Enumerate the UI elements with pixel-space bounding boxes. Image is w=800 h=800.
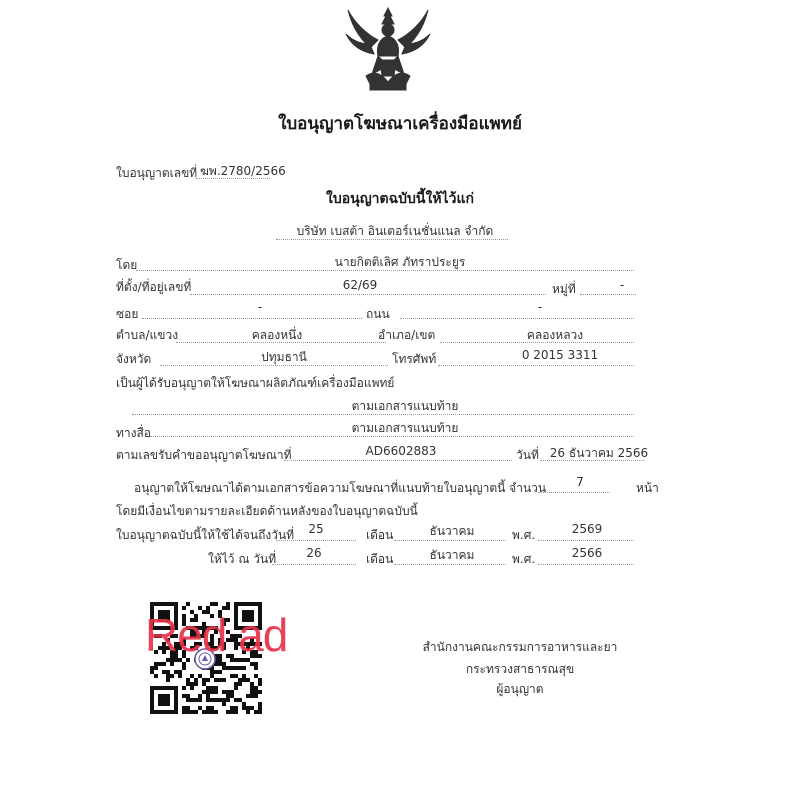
province-label: จังหวัด [116, 352, 152, 366]
request-value: AD6602883 [365, 444, 437, 458]
grant-text: เป็นผู้ได้รับอนุญาตให้โฆษณาผลิตภัณฑ์เครื่องมือแพทย์ [116, 376, 395, 390]
moo-value: - [619, 278, 625, 292]
by-value: นายกิตติเลิศ ภัทราประยูร [334, 255, 466, 269]
by-label: โดย [116, 258, 138, 272]
valid-year: 2569 [571, 522, 603, 536]
permit-number-line [196, 178, 270, 179]
document-title: ใบอนุญาตโฆษณาเครื่องมือแพทย์ [278, 114, 522, 134]
media-label: ทางสื่อ [116, 426, 152, 440]
red-ad-watermark: Red ad [145, 609, 288, 661]
allow-text: อนุญาตให้โฆษณาได้ตามเอกสารข้อความโฆษณาที่แนบท้ายใบอนุญาตนี้ จำนวน [134, 481, 547, 495]
issued-year: 2566 [571, 546, 603, 560]
district-value: คลองหลวง [526, 328, 584, 342]
subdistrict-label: ตำบล/แขวง [116, 328, 179, 342]
product-value: ตามเอกสารแนบท้าย [351, 399, 459, 413]
permit-number-value: ฆพ.2780/2566 [200, 164, 286, 178]
media-value: ตามเอกสารแนบท้าย [351, 421, 459, 435]
valid-month: ธันวาคม [429, 524, 475, 538]
address-line [190, 294, 546, 295]
moo-line [580, 294, 636, 295]
issued-year-line [538, 564, 634, 565]
road-line [400, 318, 634, 319]
product-line [132, 414, 634, 415]
document-subtitle: ใบอนุญาตฉบับนี้ให้ไว้แก่ [326, 191, 474, 207]
date-line [540, 460, 644, 461]
valid-day: 25 [308, 522, 324, 536]
valid-year-line [538, 540, 634, 541]
district-line [440, 342, 634, 343]
phone-label: โทรศัพท์ [392, 352, 437, 366]
issued-month: ธันวาคม [429, 548, 475, 562]
province-line [160, 365, 388, 366]
count-value: 7 [576, 475, 584, 489]
moo-label: หมู่ที่ [552, 282, 576, 296]
subdistrict-value: คลองหนึ่ง [251, 328, 303, 342]
address-label: ที่ตั้ง/ที่อยู่เลขที่ [116, 280, 192, 294]
road-value: - [537, 300, 543, 314]
count-line [538, 492, 610, 493]
issued-month-label: เดือน [366, 552, 394, 566]
phone-line [438, 365, 634, 366]
valid-month-line [394, 540, 506, 541]
valid-year-label: พ.ศ. [512, 528, 536, 542]
signature-line-2: กระทรวงสาธารณสุข [465, 662, 575, 676]
issued-year-label: พ.ศ. [512, 552, 536, 566]
issued-label: ให้ไว้ ณ วันที่ [208, 552, 277, 566]
valid-month-label: เดือน [366, 528, 394, 542]
company-name: บริษัท เบสต้า อินเตอร์เนชั่นแนล จำกัด [296, 224, 494, 238]
request-line [284, 460, 512, 461]
road-label: ถนน [366, 307, 390, 321]
soi-value: - [257, 300, 263, 314]
soi-label: ซอย [116, 307, 139, 321]
signature-line-3: ผู้อนุญาต [496, 682, 544, 696]
valid-day-line [276, 540, 356, 541]
province-value: ปทุมธานี [261, 350, 307, 364]
soi-line [142, 318, 362, 319]
date-value: 26 ธันวาคม 2566 [549, 446, 649, 460]
issued-month-line [394, 564, 506, 565]
issued-day: 26 [306, 546, 322, 560]
subdistrict-line [176, 342, 386, 343]
date-label: วันที่ [516, 448, 539, 462]
permit-number-label: ใบอนุญาตเลขที่ [116, 166, 198, 180]
district-label: อำเภอ/เขต [378, 328, 436, 342]
condition-text: โดยมีเงื่อนไขตามรายละเอียดด้านหลังของใบอนุญาตฉบับนี้ [116, 504, 418, 518]
issued-day-line [272, 564, 356, 565]
company-line [276, 239, 508, 240]
phone-value: 0 2015 3311 [521, 348, 599, 362]
media-line [150, 436, 634, 437]
address-value: 62/69 [342, 278, 378, 292]
request-label: ตามเลขรับคำขออนุญาตโฆษณาที่ [116, 448, 292, 462]
valid-until-label: ใบอนุญาตฉบับนี้ให้ใช้ได้จนถึงวันที่ [116, 528, 295, 542]
by-line [136, 270, 634, 271]
signature-line-1: สำนักงานคณะกรรมการอาหารและยา [422, 640, 618, 654]
garuda-emblem-icon [340, 4, 436, 96]
count-unit: หน้า [636, 481, 659, 495]
